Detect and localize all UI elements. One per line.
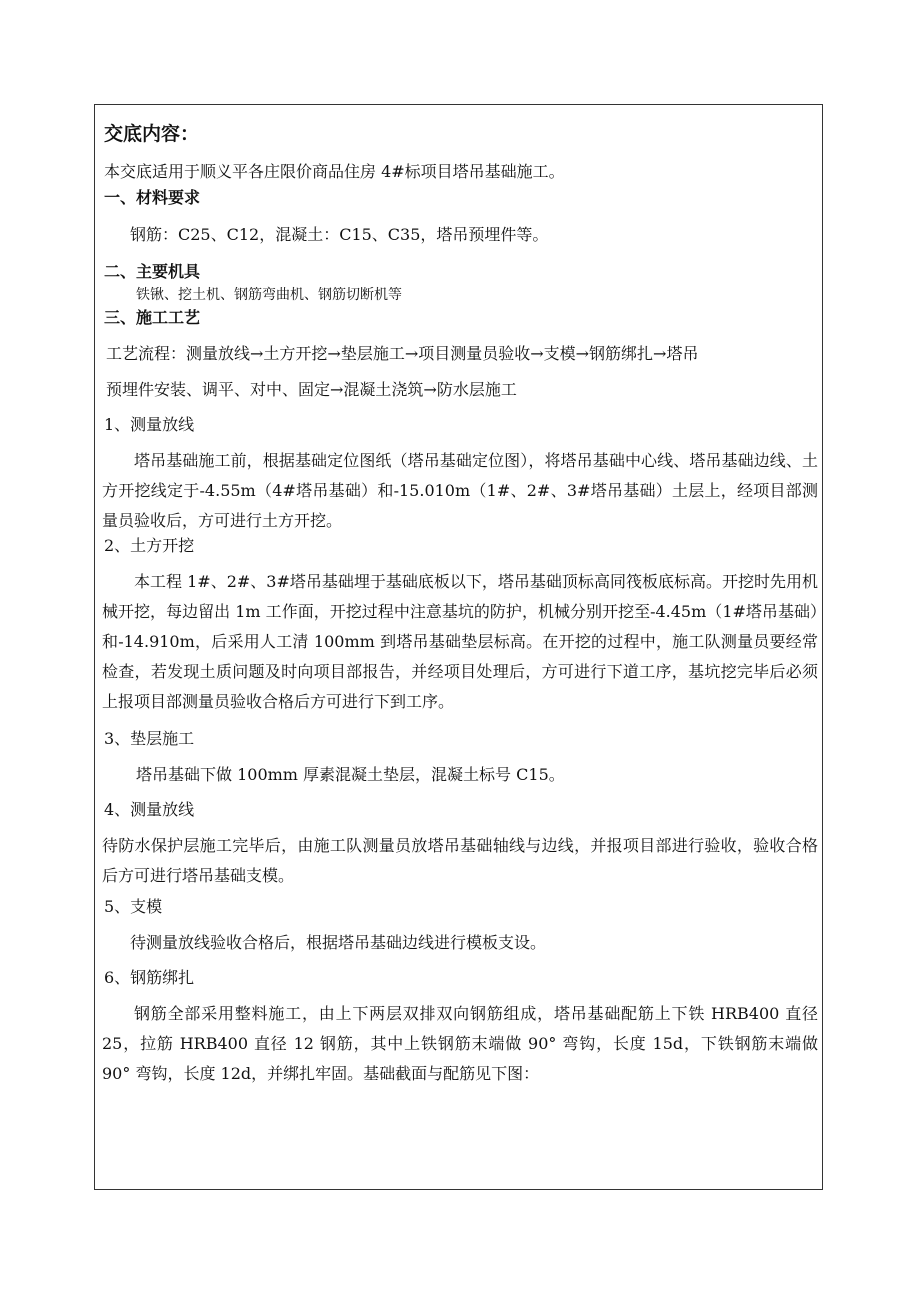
step-heading-4: 4、测量放线	[104, 800, 195, 819]
flow-line-2: 预埋件安装、调平、对中、固定→混凝土浇筑→防水层施工	[106, 380, 517, 399]
step-heading-5: 5、支模	[104, 897, 163, 916]
section-heading-process: 三、施工工艺	[104, 308, 201, 327]
step-heading-3: 3、垫层施工	[104, 729, 195, 748]
step-text-4: 待防水保护层施工完毕后，由施工队测量员放塔吊基础轴线与边线，并报项目部进行验收，验收合格后方可进行塔吊基础支模。	[102, 836, 818, 885]
step-text-5: 待测量放线验收合格后，根据塔吊基础边线进行模板支设。	[130, 933, 547, 952]
tools-text: 铁锹、挖土机、钢筋弯曲机、钢筋切断机等	[136, 287, 402, 303]
step-heading-1: 1、测量放线	[104, 415, 195, 434]
materials-text: 钢筋：C25、C12，混凝土：C15、C35，塔吊预埋件等。	[130, 225, 549, 244]
page-title: 交底内容：	[104, 123, 200, 145]
step-text-6: 钢筋全部采用整料施工，由上下两层双排双向钢筋组成，塔吊基础配筋上下铁 HRB400 直径 25，拉筋 HRB400 直径 12 钢筋，其中上铁钢筋末端做 90° 弯钩，长度 15d，下铁钢筋末端做 90° 弯钩，长度 12d，并绑扎牢固。基础截面与配筋见下图：	[102, 1004, 818, 1083]
section-heading-tools: 二、主要机具	[104, 262, 201, 281]
step-text-2: 本工程 1#、2#、3#塔吊基础埋于基础底板以下，塔吊基础顶标高同筏板底标高。开挖时先用机械开挖，每边留出 1m 工作面，开挖过程中注意基坑的防护，机械分别开挖至-4.45m（1#塔吊基础）和-14.910m，后采用人工清 100mm 到塔吊基础垫层标高。在开挖的过程中，施工队测量员要经常检查，若发现土质问题及时向项目部报告，并经项目处理后，方可进行下道工序，基坑挖完毕后必须上报项目部测量员验收合格后方可进行下到工序。	[102, 572, 818, 711]
step-text-1: 塔吊基础施工前，根据基础定位图纸（塔吊基础定位图），将塔吊基础中心线、塔吊基础边线、土方开挖线定于-4.55m（4#塔吊基础）和-15.010m（1#、2#、3#塔吊基础）土层上，经项目部测量员验收后，方可进行土方开挖。	[102, 451, 818, 530]
step-text-3: 塔吊基础下做 100mm 厚素混凝土垫层，混凝土标号 C15。	[136, 765, 565, 784]
section-heading-materials: 一、材料要求	[104, 188, 201, 207]
step-heading-6: 6、钢筋绑扎	[104, 968, 195, 987]
step-heading-2: 2、土方开挖	[104, 536, 195, 555]
flow-line-1: 工艺流程：测量放线→土方开挖→垫层施工→项目测量员验收→支模→钢筋绑扎→塔吊	[106, 344, 699, 363]
intro-text: 本交底适用于顺义平各庄限价商品住房 4#标项目塔吊基础施工。	[104, 162, 565, 181]
